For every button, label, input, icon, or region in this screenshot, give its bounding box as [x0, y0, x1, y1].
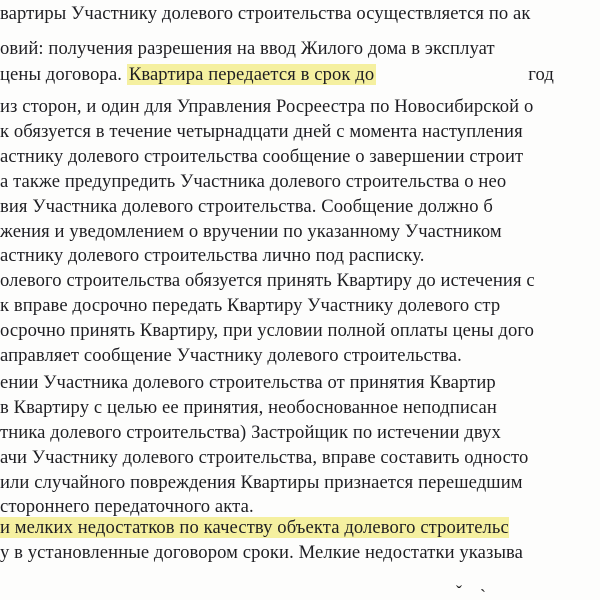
partial-glyph-mark: `: [480, 586, 486, 600]
text-line-11: олевого строительства обязуется принять Квартиру до истечения с: [0, 270, 535, 291]
text-line-3-end: год: [528, 64, 554, 85]
text-line-18: ачи Участнику долевого строительства, вправе составить односто: [0, 447, 529, 468]
text-line-10: астнику долевого строительства лично под расписку.: [0, 245, 425, 266]
text-line-22: у в установленные договором сроки. Мелкие недостатки указыва: [0, 542, 524, 563]
text-line-3: [0, 63, 554, 87]
text-line-20: стороннего передаточного акта.: [0, 496, 254, 517]
text-line-1: вартиры Участнику долевого строительства осуществляется по ак: [0, 3, 531, 24]
text-line-3-start: цены договора.: [0, 64, 127, 85]
text-line-4: из сторон, и один для Управления Росреестра по Новосибирской о: [0, 96, 534, 117]
text-line-5: к обязуется в течение четырнадцати дней с момента наступления: [0, 121, 523, 142]
text-line-8: вия Участника долевого строительства. Сообщение должно б: [0, 196, 493, 217]
text-line-15: ении Участника долевого строительства от принятия Квартир: [0, 372, 496, 393]
text-line-13: осрочно принять Квартиру, при условии полной оплаты цены дого: [0, 320, 535, 341]
partial-glyph-mark: ˇ: [456, 582, 462, 600]
highlighted-defects-text: и мелких недостатков по качеству объекта долевого строительс: [0, 517, 509, 538]
text-line-6: астнику долевого строительства сообщение о завершении строит: [0, 146, 524, 167]
text-line-17: тника долевого строительства) Застройщик по истечении двух: [0, 422, 501, 443]
text-line-12: к вправе досрочно передать Квартиру Участнику долевого стр: [0, 295, 501, 316]
text-line-2: овий: получения разрешения на ввод Жилого дома в эксплуат: [0, 38, 495, 59]
text-line-9: жения и уведомлением о вручении по указанному Участником: [0, 221, 502, 242]
text-line-21: [0, 516, 509, 540]
text-line-14: аправляет сообщение Участнику долевого строительства.: [0, 345, 462, 366]
text-line-19: или случайного повреждения Квартиры признается перешедшим: [0, 472, 523, 493]
highlighted-deadline-text: Квартира передается в срок до: [128, 64, 375, 85]
text-line-7: а также предупредить Участника долевого строительства о нео: [0, 171, 507, 192]
text-line-16: в Квартиру с целью ее принятия, необоснованное неподписан: [0, 397, 497, 418]
